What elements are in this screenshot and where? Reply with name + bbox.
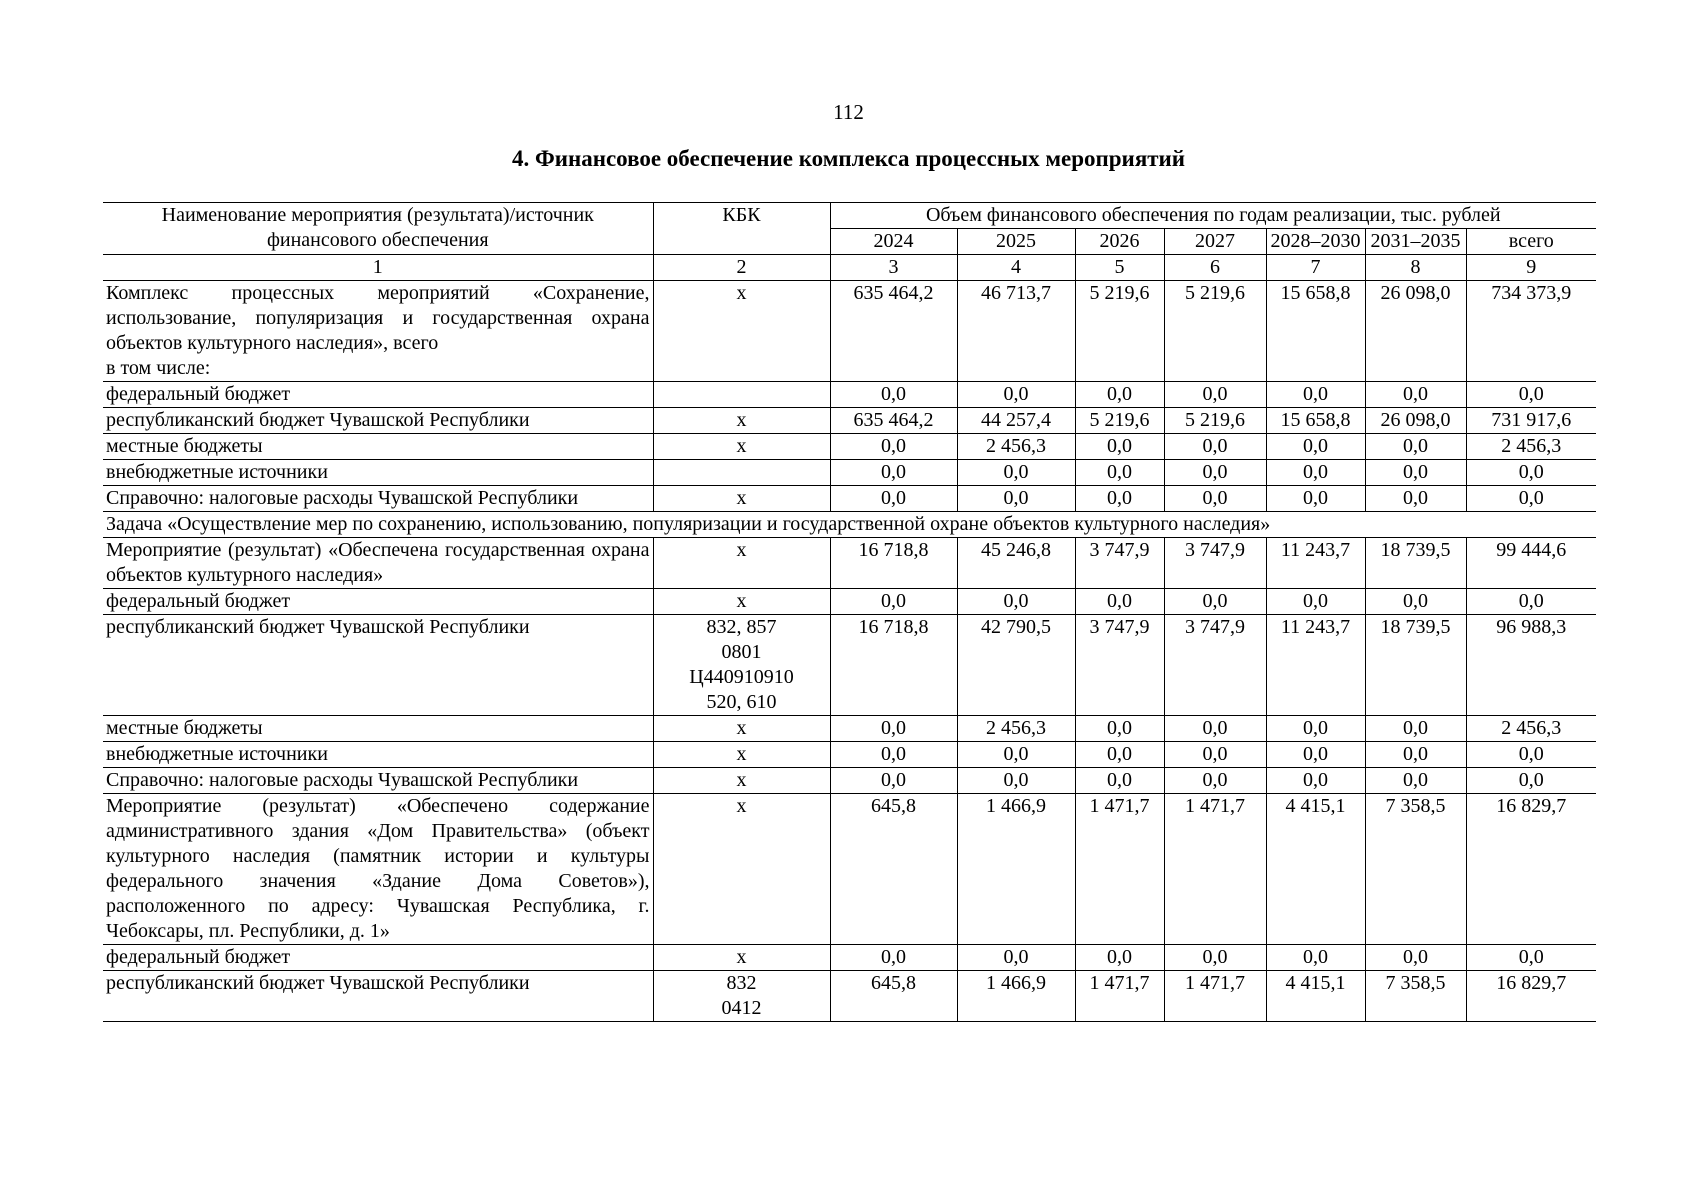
value-cell: 0,0: [957, 460, 1075, 486]
kbk-cell: х: [653, 589, 830, 615]
table-row: [103, 794, 1596, 945]
value-cell: 16 718,8: [830, 615, 957, 716]
page-title: 4. Финансовое обеспечение комплекса процессных мероприятий: [511, 146, 1186, 171]
value-cell: 5 219,6: [1075, 281, 1164, 382]
value-cell: 0,0: [957, 589, 1075, 615]
task-row: [103, 512, 1596, 538]
row-name-cell: [103, 615, 653, 716]
value-cell: 0,0: [1365, 460, 1466, 486]
value-cell: 45 246,8: [957, 538, 1075, 589]
value-cell: 0,0: [1365, 486, 1466, 512]
kbk-cell: х: [653, 945, 830, 971]
table-row: [103, 538, 1596, 589]
value-cell: 1 466,9: [957, 794, 1075, 945]
value-cell: 5 219,6: [1075, 408, 1164, 434]
header-year: 2024: [830, 229, 957, 255]
value-cell: 1 471,7: [1075, 794, 1164, 945]
kbk-cell: х: [653, 538, 830, 589]
value-cell: 1 471,7: [1075, 971, 1164, 1022]
row-name-cell: [103, 945, 653, 971]
row-name: внебюджетные источники: [106, 461, 328, 483]
value-cell: 0,0: [1365, 945, 1466, 971]
row-name: внебюджетные источники: [106, 743, 328, 765]
value-cell: 0,0: [1365, 434, 1466, 460]
value-cell: 0,0: [1266, 382, 1365, 408]
value-cell: 0,0: [957, 945, 1075, 971]
row-name: республиканский бюджет Чувашской Республики: [106, 409, 530, 431]
row-name: федеральный бюджет: [106, 590, 291, 612]
value-cell: 1 471,7: [1164, 971, 1266, 1022]
header-volume-column: Объем финансового обеспечения по годам реализации, тыс. рублей: [830, 203, 1596, 229]
row-name: местные бюджеты: [106, 435, 263, 457]
value-cell: 0,0: [1266, 460, 1365, 486]
value-cell: 7 358,5: [1365, 794, 1466, 945]
column-number: 2: [653, 255, 830, 281]
value-cell: 0,0: [1365, 768, 1466, 794]
column-number: 8: [1365, 255, 1466, 281]
row-name: республиканский бюджет Чувашской Республики: [106, 972, 530, 994]
column-number: 9: [1466, 255, 1596, 281]
value-cell: 0,0: [1365, 716, 1466, 742]
value-cell-total: 96 988,3: [1466, 615, 1596, 716]
row-name: Справочно: налоговые расходы Чувашской Республики: [106, 487, 579, 509]
kbk-cell: х: [653, 742, 830, 768]
value-cell: 0,0: [957, 742, 1075, 768]
value-cell: 3 747,9: [1075, 538, 1164, 589]
value-cell-total: 16 829,7: [1466, 971, 1596, 1022]
value-cell-total: 2 456,3: [1466, 434, 1596, 460]
row-name: федеральный бюджет: [106, 383, 291, 405]
table-body: [103, 281, 1596, 1022]
value-cell: 645,8: [830, 794, 957, 945]
kbk-cell: х: [653, 281, 830, 382]
value-cell: 1 466,9: [957, 971, 1075, 1022]
value-cell-total: 0,0: [1466, 486, 1596, 512]
kbk-cell: х: [653, 434, 830, 460]
column-number: 5: [1075, 255, 1164, 281]
value-cell: 18 739,5: [1365, 615, 1466, 716]
value-cell: 0,0: [1164, 716, 1266, 742]
header-year: 2027: [1164, 229, 1266, 255]
value-cell: 7 358,5: [1365, 971, 1466, 1022]
value-cell-total: 0,0: [1466, 768, 1596, 794]
value-cell: 0,0: [1164, 589, 1266, 615]
value-cell-total: 731 917,6: [1466, 408, 1596, 434]
value-cell: 0,0: [1075, 382, 1164, 408]
value-cell: 0,0: [957, 486, 1075, 512]
header-total: всего: [1466, 229, 1596, 255]
kbk-cell: х: [653, 768, 830, 794]
row-name-cell: [103, 486, 653, 512]
value-cell: 0,0: [957, 382, 1075, 408]
value-cell: 0,0: [1164, 382, 1266, 408]
value-cell: 0,0: [1075, 716, 1164, 742]
value-cell: 0,0: [1266, 486, 1365, 512]
table-row: [103, 486, 1596, 512]
value-cell: 11 243,7: [1266, 615, 1365, 716]
value-cell: 15 658,8: [1266, 408, 1365, 434]
value-cell: 3 747,9: [1164, 538, 1266, 589]
kbk-cell: [653, 460, 830, 486]
value-cell: 0,0: [957, 768, 1075, 794]
value-cell: 0,0: [1365, 589, 1466, 615]
value-cell: 4 415,1: [1266, 794, 1365, 945]
value-cell: 0,0: [1164, 768, 1266, 794]
value-cell: 0,0: [1164, 742, 1266, 768]
kbk-cell: х: [653, 408, 830, 434]
row-name: федеральный бюджет: [106, 946, 291, 968]
value-cell: 0,0: [1075, 486, 1164, 512]
row-name-cell: [103, 538, 653, 589]
row-name-cell: [103, 460, 653, 486]
value-cell: 2 456,3: [957, 716, 1075, 742]
value-cell: 0,0: [1164, 486, 1266, 512]
value-cell: 0,0: [830, 945, 957, 971]
value-cell: 0,0: [1266, 716, 1365, 742]
value-cell: 0,0: [1075, 742, 1164, 768]
table-row: [103, 945, 1596, 971]
value-cell: 0,0: [830, 460, 957, 486]
value-cell: 0,0: [1266, 768, 1365, 794]
header-year: 2026: [1075, 229, 1164, 255]
value-cell: 42 790,5: [957, 615, 1075, 716]
value-cell: 0,0: [830, 434, 957, 460]
column-number: 1: [103, 255, 653, 281]
value-cell: 3 747,9: [1075, 615, 1164, 716]
table-row: [103, 971, 1596, 1022]
header-year: 2031–2035: [1365, 229, 1466, 255]
value-cell: 0,0: [1266, 589, 1365, 615]
value-cell: 0,0: [1164, 460, 1266, 486]
value-cell: 26 098,0: [1365, 281, 1466, 382]
row-name-cell: [103, 281, 653, 382]
row-name-cell: [103, 742, 653, 768]
row-name-cell: [103, 971, 653, 1022]
row-name-cell: [103, 382, 653, 408]
value-cell: 46 713,7: [957, 281, 1075, 382]
header-kbk-column: КБК: [653, 203, 830, 255]
value-cell: 16 718,8: [830, 538, 957, 589]
value-cell: 3 747,9: [1164, 615, 1266, 716]
kbk-cell: [653, 382, 830, 408]
row-name-cell: [103, 408, 653, 434]
row-name-cell: [103, 768, 653, 794]
value-cell-total: 16 829,7: [1466, 794, 1596, 945]
value-cell: 5 219,6: [1164, 281, 1266, 382]
value-cell: 0,0: [1365, 382, 1466, 408]
kbk-cell: х: [653, 486, 830, 512]
value-cell: 11 243,7: [1266, 538, 1365, 589]
value-cell: 44 257,4: [957, 408, 1075, 434]
value-cell-total: 99 444,6: [1466, 538, 1596, 589]
financing-table: [103, 202, 1596, 1022]
table-row: [103, 408, 1596, 434]
row-name-cell: [103, 434, 653, 460]
value-cell: 0,0: [1365, 742, 1466, 768]
value-cell: 18 739,5: [1365, 538, 1466, 589]
row-name: Комплекс процессных мероприятий «Сохранение, использование, популяризация и государственная охрана объектов культурного наследия», всего: [106, 282, 650, 354]
row-name: республиканский бюджет Чувашской Республики: [106, 616, 530, 638]
value-cell: 2 456,3: [957, 434, 1075, 460]
table-row: [103, 589, 1596, 615]
value-cell: 635 464,2: [830, 408, 957, 434]
value-cell: 0,0: [1075, 434, 1164, 460]
value-cell-total: 0,0: [1466, 382, 1596, 408]
value-cell: 0,0: [1266, 945, 1365, 971]
value-cell: 5 219,6: [1164, 408, 1266, 434]
value-cell: 15 658,8: [1266, 281, 1365, 382]
value-cell-total: 0,0: [1466, 589, 1596, 615]
value-cell: 0,0: [1266, 742, 1365, 768]
column-number: 3: [830, 255, 957, 281]
value-cell: 0,0: [1164, 434, 1266, 460]
value-cell: 1 471,7: [1164, 794, 1266, 945]
page-number: 112: [833, 100, 864, 124]
value-cell: 645,8: [830, 971, 957, 1022]
column-number: 6: [1164, 255, 1266, 281]
value-cell-total: 0,0: [1466, 945, 1596, 971]
row-name: Справочно: налоговые расходы Чувашской Республики: [106, 769, 579, 791]
value-cell: 4 415,1: [1266, 971, 1365, 1022]
table-row: [103, 382, 1596, 408]
value-cell: 0,0: [830, 382, 957, 408]
value-cell-total: 0,0: [1466, 742, 1596, 768]
value-cell: 0,0: [830, 768, 957, 794]
row-name: местные бюджеты: [106, 717, 263, 739]
header-year: 2028–2030: [1266, 229, 1365, 255]
value-cell: 0,0: [1075, 768, 1164, 794]
column-number: 4: [957, 255, 1075, 281]
kbk-cell: х: [653, 716, 830, 742]
value-cell: 0,0: [1075, 589, 1164, 615]
task-title: Задача «Осуществление мер по сохранению, использованию, популяризации и государственной охране объектов культурного наследия»: [103, 512, 1596, 538]
value-cell: 0,0: [830, 716, 957, 742]
table-row: [103, 716, 1596, 742]
kbk-cell: х: [653, 794, 830, 945]
value-cell: 0,0: [1075, 460, 1164, 486]
table-row: [103, 615, 1596, 716]
table-row: [103, 281, 1596, 382]
value-cell: 0,0: [830, 742, 957, 768]
value-cell: 0,0: [1164, 945, 1266, 971]
column-number: 7: [1266, 255, 1365, 281]
table-row: [103, 742, 1596, 768]
value-cell: 635 464,2: [830, 281, 957, 382]
row-name-note: в том числе:: [106, 357, 211, 379]
value-cell-total: 734 373,9: [1466, 281, 1596, 382]
value-cell: 0,0: [830, 589, 957, 615]
row-name: Мероприятие (результат) «Обеспечена государственная охрана объектов культурного наследия»: [106, 539, 650, 586]
value-cell: 0,0: [830, 486, 957, 512]
table-row: [103, 434, 1596, 460]
row-name-cell: [103, 716, 653, 742]
row-name: Мероприятие (результат) «Обеспечено содержание административного здания «Дом Правительства» (объект культурного наследия (памятник истории и культуры федерального значения «Здание Дома Советов»), расположенного по адресу: Чувашская Республика, г. Чебоксары, пл. Республики, д. 1»: [106, 795, 650, 942]
table-row: [103, 460, 1596, 486]
header-year: 2025: [957, 229, 1075, 255]
value-cell: 0,0: [1075, 945, 1164, 971]
value-cell: 26 098,0: [1365, 408, 1466, 434]
value-cell-total: 2 456,3: [1466, 716, 1596, 742]
header-name-column: Наименование мероприятия (результата)/источник финансового обеспечения: [103, 203, 653, 255]
table-row: [103, 768, 1596, 794]
kbk-cell: 832 0412: [653, 971, 830, 1022]
kbk-cell: 832, 857 0801 Ц440910910 520, 610: [653, 615, 830, 716]
value-cell-total: 0,0: [1466, 460, 1596, 486]
value-cell: 0,0: [1266, 434, 1365, 460]
row-name-cell: [103, 589, 653, 615]
row-name-cell: [103, 794, 653, 945]
